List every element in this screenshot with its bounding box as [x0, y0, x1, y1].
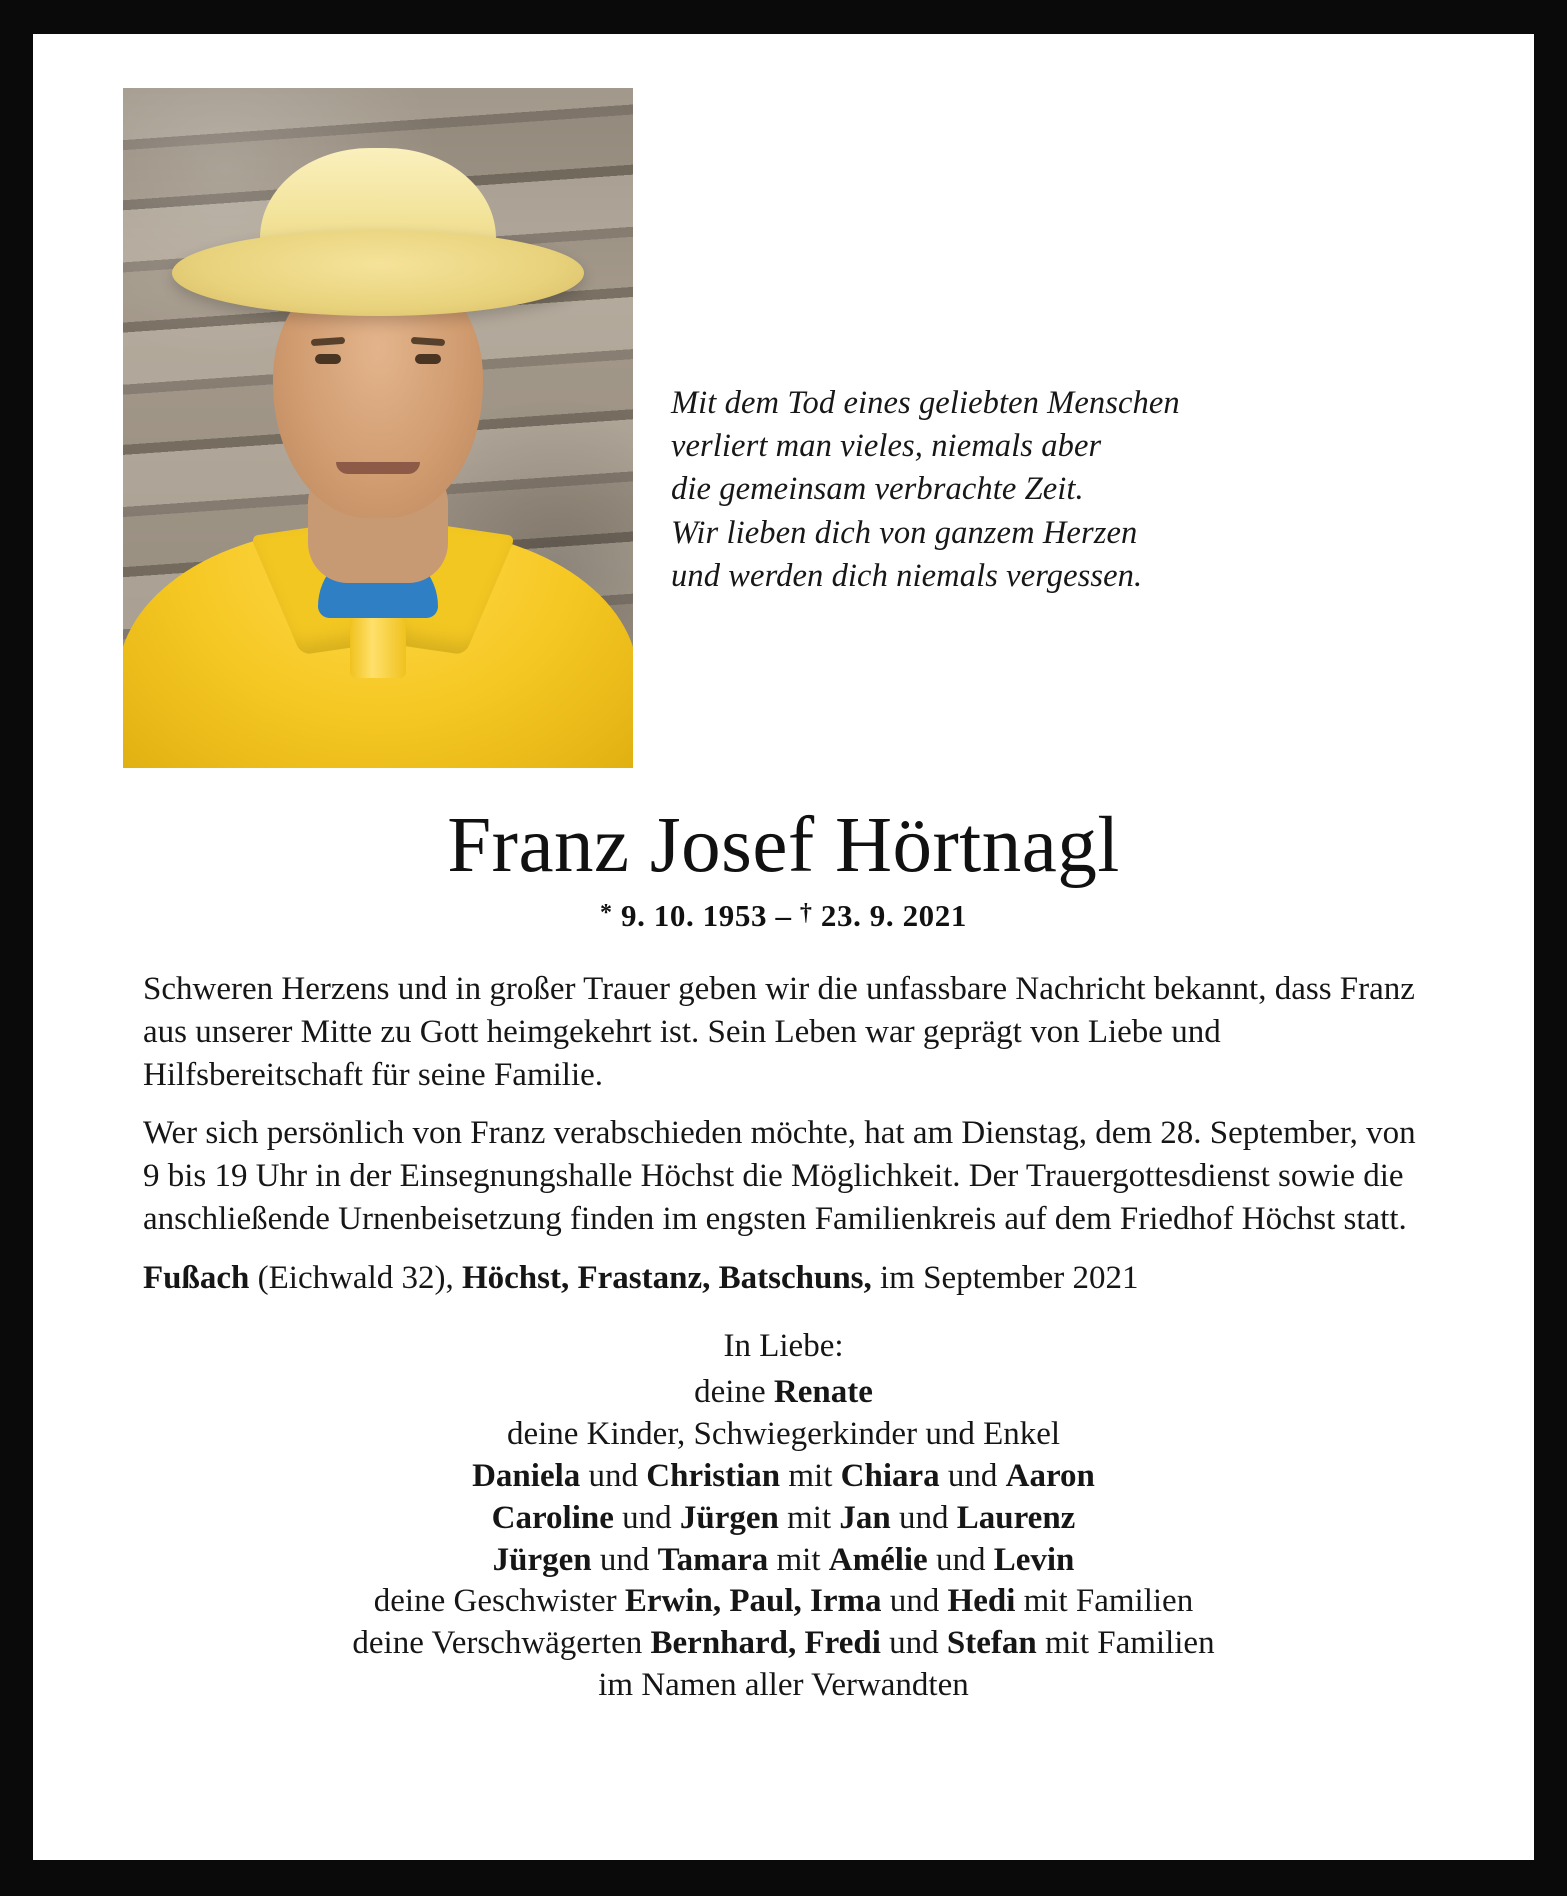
family-prefix: deine [694, 1373, 774, 1410]
verse-line-1: Mit dem Tod eines geliebten Menschen [671, 385, 1180, 421]
death-symbol: † [799, 899, 813, 926]
family-prefix: deine Geschwister [373, 1583, 625, 1620]
family-name: Chiara [840, 1457, 940, 1494]
deceased-name: Franz Josef Hörtnagl [447, 802, 1120, 889]
notice-date: im September 2021 [871, 1260, 1139, 1297]
family-name: Caroline [491, 1499, 614, 1536]
family-line-5 [33, 1540, 1534, 1582]
places-line [143, 1257, 1426, 1300]
family-prefix: deine Kinder, Schwiegerkinder und Enkel [506, 1415, 1061, 1452]
paragraph-2: Wer sich persönlich von Franz verabschieden möchte, hat am Dienstag, dem 28. September, von 9 bis 19 Uhr in der Einsegnungshalle Höchst die Möglichkeit. Der Trauergottesdienst sowie die anschließende Urnenbeisetzung finden im engsten Familienkreis auf dem Friedhof Höchst statt. [143, 1115, 1416, 1238]
header-area [33, 34, 1534, 768]
mouth [336, 462, 420, 474]
family-name: Levin [993, 1541, 1075, 1578]
obituary-card [33, 34, 1534, 1860]
family-heading: In Liebe: [723, 1327, 844, 1364]
hat-brim [172, 230, 584, 316]
family-conjunction: und [881, 1583, 948, 1620]
birth-date: 9. 10. 1953 [620, 897, 768, 933]
family-name: Amélie [828, 1541, 928, 1578]
place-1-detail: (Eichwald 32), [249, 1260, 462, 1297]
family-name: Aaron [1005, 1457, 1095, 1494]
family-name: Jan [839, 1499, 891, 1536]
family-line-7 [33, 1623, 1534, 1665]
family-prefix: deine Verschwägerten [352, 1625, 651, 1662]
family-conjunction: und [890, 1499, 957, 1536]
family-name: Christian [646, 1457, 781, 1494]
family-list [33, 1326, 1534, 1725]
family-name: Erwin, Paul, Irma [624, 1583, 882, 1620]
family-suffix: mit Familien [1015, 1583, 1194, 1620]
date-dash: – [775, 897, 792, 933]
family-conjunction: und [927, 1541, 994, 1578]
portrait-photo [123, 88, 633, 768]
family-name: Bernhard, Fredi [650, 1625, 881, 1662]
family-line-6 [33, 1581, 1534, 1623]
family-conjunction: und [591, 1541, 658, 1578]
family-name: Hedi [947, 1583, 1016, 1620]
paragraph-1: Schweren Herzens und in großer Trauer geben wir die unfassbare Nachricht bekannt, dass Franz aus unserer Mitte zu Gott heimgekehrt ist. Sein Leben war geprägt von Liebe und Hilfsbereitschaft für seine Familie. [143, 970, 1415, 1093]
photo-subject [123, 88, 633, 768]
eyebrow-right [411, 337, 445, 346]
family-connector: mit [768, 1541, 829, 1578]
eye-left [315, 354, 341, 364]
family-line-2 [33, 1414, 1534, 1456]
family-line-4 [33, 1498, 1534, 1540]
birth-symbol: * [600, 899, 613, 926]
family-line-8 [33, 1665, 1534, 1707]
family-name: Tamara [657, 1541, 769, 1578]
life-dates [33, 898, 1534, 934]
obituary-text [33, 968, 1534, 1300]
verse-line-2: verliert man vieles, niemals aber [671, 428, 1102, 465]
family-line-3 [33, 1456, 1534, 1498]
family-name: Daniela [472, 1457, 581, 1494]
family-name: Stefan [946, 1625, 1037, 1662]
family-connector: mit [778, 1499, 840, 1536]
family-suffix: mit Familien [1036, 1625, 1215, 1662]
family-conjunction: und [580, 1457, 647, 1494]
death-date: 23. 9. 2021 [820, 897, 967, 933]
family-name: Renate [773, 1373, 873, 1410]
eyebrow-left [311, 337, 345, 346]
family-conjunction: und [880, 1625, 947, 1662]
family-conjunction: und [613, 1499, 680, 1536]
place-2: Höchst, Frastanz, Batschuns, [461, 1260, 872, 1297]
family-closing: im Namen aller Verwandten [598, 1667, 969, 1704]
family-name: Jürgen [492, 1541, 592, 1578]
verse-line-4: Wir lieben dich von ganzem Herzen [671, 514, 1138, 551]
eye-right [415, 354, 441, 364]
verse-line-3: die gemeinsam verbrachte Zeit. [671, 471, 1084, 508]
family-name: Laurenz [956, 1499, 1076, 1536]
place-1: Fußach [143, 1260, 250, 1297]
family-conjunction: und [939, 1457, 1006, 1494]
family-connector: mit [780, 1457, 841, 1494]
family-name: Jürgen [679, 1499, 779, 1536]
verse-line-5: und werden dich niemals vergessen. [671, 557, 1143, 594]
family-line-1 [33, 1372, 1534, 1414]
memorial-verse [671, 88, 1180, 598]
